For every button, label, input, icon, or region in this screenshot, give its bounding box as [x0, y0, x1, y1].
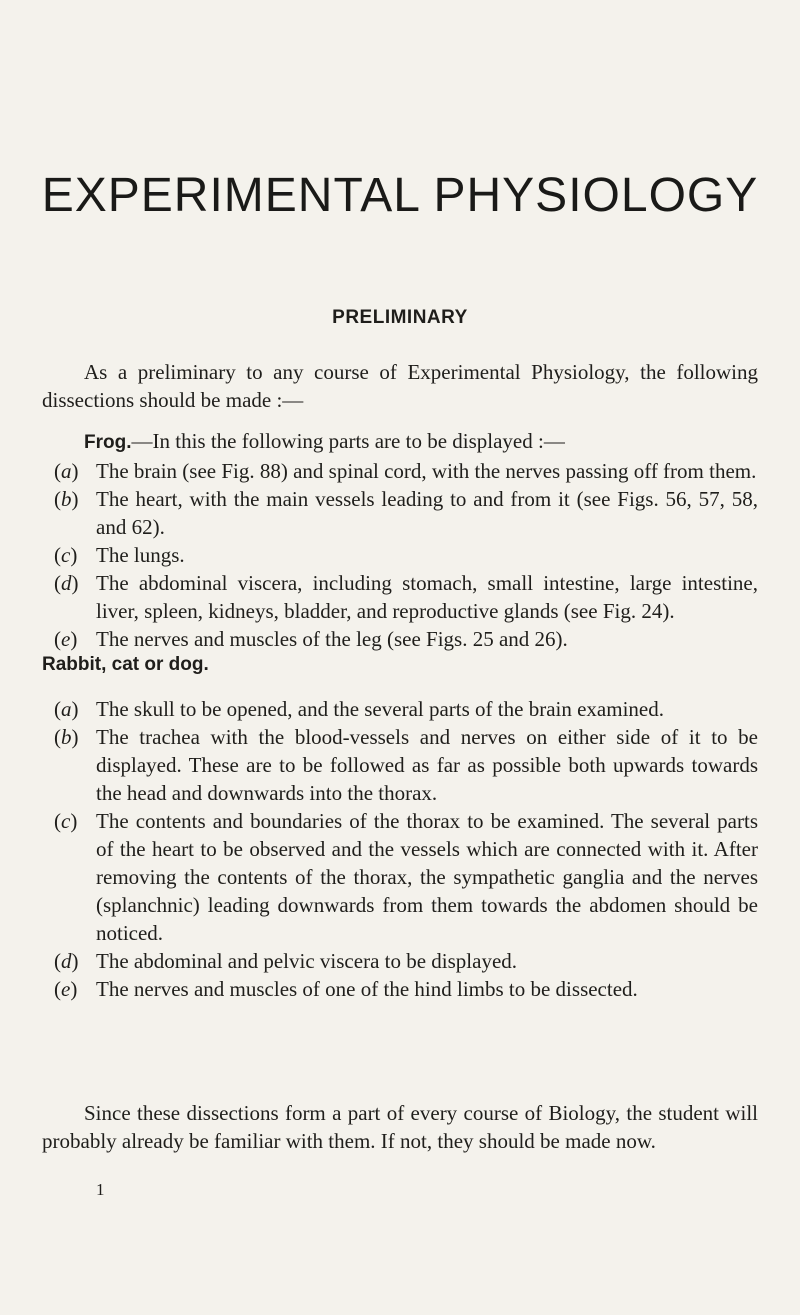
rabbit-section	[42, 649, 758, 1003]
list-item: (d) The abdominal and pelvic viscera to be displayed.	[54, 949, 518, 973]
item-text: The trachea with the blood-vessels and nerves on either side of it to be displayed. These are to be followed as far as possible both upwards towards the head and downwards into the thorax.	[96, 725, 758, 805]
item-text: The nerves and muscles of the leg (see Figs. 25 and 26).	[96, 627, 568, 651]
page-title: EXPERIMENTAL PHYSIOLOGY	[41, 169, 759, 222]
item-text: The contents and boundaries of the thorax to be examined. The several parts of the heart to be observed and the vessels which are connected with it. After removing the contents of the thorax, the sympathetic ganglia and the nerves (splanchnic) leading downwards from them towards the abdomen should be noticed.	[96, 809, 758, 945]
item-text: The abdominal viscera, including stomach, small intestine, large intestine, liver, spleen, kidneys, bladder, and reproductive glands (see Fig. 24).	[96, 571, 758, 623]
item-text: The lungs.	[96, 543, 185, 567]
section-heading: PRELIMINARY	[332, 307, 468, 328]
list-item: (c) The contents and boundaries of the thorax to be examined. The several parts of the heart to be observed and the vessels which are connected with it. After removing the contents of the thorax, the sympathetic ganglia and the nerves (splanchnic) leading downwards from them towards the abdomen should be noticed.	[54, 809, 758, 945]
list-item: (e) The nerves and muscles of the leg (see Figs. 25 and 26).	[54, 627, 568, 651]
rabbit-list	[42, 695, 758, 1003]
list-item: (b) The heart, with the main vessels leading to and from it (see Figs. 56, 57, 58, and 62).	[54, 487, 758, 539]
intro-paragraph: As a preliminary to any course of Experimental Physiology, the following dissections should be made :—	[42, 360, 758, 412]
list-item: (e) The nerves and muscles of one of the hind limbs to be dissected.	[54, 977, 638, 1001]
list-item: (a) The brain (see Fig. 88) and spinal cord, with the nerves passing off from them.	[54, 459, 757, 483]
item-marker: b	[61, 487, 72, 511]
item-marker: d	[61, 949, 72, 973]
item-text: The brain (see Fig. 88) and spinal cord, with the nerves passing off from them.	[96, 459, 757, 483]
item-marker: e	[61, 977, 71, 1001]
item-text: The nerves and muscles of one of the hind limbs to be dissected.	[96, 977, 638, 1001]
rabbit-label: Rabbit, cat or dog.	[42, 654, 209, 675]
item-text: The abdominal and pelvic viscera to be displayed.	[96, 949, 518, 973]
list-item: (c) The lungs.	[54, 543, 185, 567]
frog-lead-text: —In this the following parts are to be displayed :—	[131, 429, 565, 453]
list-item: (b) The trachea with the blood-vessels and nerves on either side of it to be displayed. These are to be followed as far as possible both upwards towards the head and downwards into the thorax.	[54, 725, 758, 805]
item-marker: d	[61, 571, 72, 595]
rabbit-lead	[42, 649, 758, 679]
closing-paragraph: Since these dissections form a part of every course of Biology, the student will probably already be familiar with them. If not, they should be made now.	[42, 1101, 758, 1153]
item-marker: c	[61, 543, 71, 567]
list-item: (a) The skull to be opened, and the several parts of the brain examined.	[54, 697, 664, 721]
frog-label: Frog.	[84, 432, 132, 453]
item-text: The heart, with the main vessels leading to and from it (see Figs. 56, 57, 58, and 62).	[96, 487, 758, 539]
item-marker: a	[61, 459, 72, 483]
frog-list	[42, 457, 758, 653]
item-marker: a	[61, 697, 72, 721]
list-item: (d) The abdominal viscera, including stomach, small intestine, large intestine, liver, spleen, kidneys, bladder, and reproductive glands (see Fig. 24).	[54, 571, 758, 623]
frog-section	[42, 427, 758, 653]
frog-lead	[42, 427, 758, 457]
item-marker: b	[61, 725, 72, 749]
item-marker: c	[61, 809, 71, 833]
item-text: The skull to be opened, and the several parts of the brain examined.	[96, 697, 664, 721]
item-marker: e	[61, 627, 71, 651]
page-number: 1	[96, 1180, 105, 1199]
